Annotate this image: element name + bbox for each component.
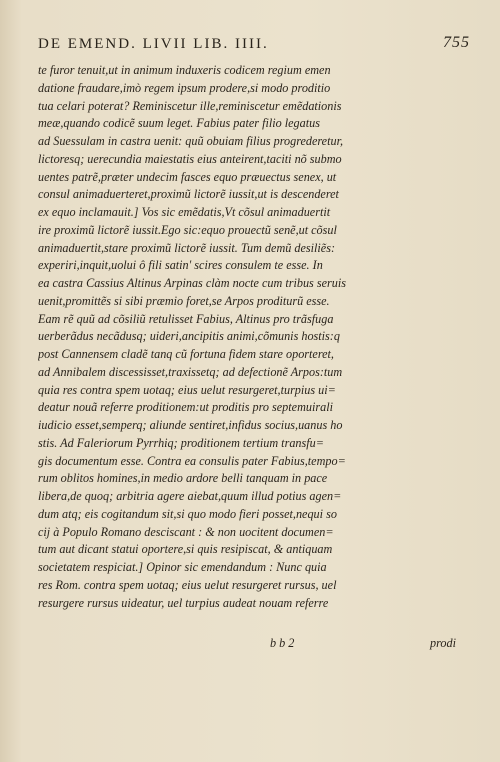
text-line: post Cannensem cladẽ tanq cũ fortuna fidem stare oporteret, (38, 347, 334, 361)
text-line: societatem respiciat.] Opinor sic emendandum : Nunc quia (38, 560, 327, 574)
text-line: resurgere rursus uideatur, uel turpius audeat nouam referre (38, 595, 329, 610)
text-line: Eam rẽ quũ ad cõsiliũ retulisset Fabius, Altinus pro trãsfuga (38, 311, 334, 326)
text-line: meæ,quando codicẽ suum leget. Fabius pater filio legatus (38, 116, 320, 131)
text-line: gis documentum esse. Contra ea consulis pater Fabius,tempo= (38, 453, 346, 468)
text-line: cij à Populo Romano desciscant : & non uocitent documen= (38, 524, 334, 539)
running-title: DE EMEND. LIVII LIB. IIII. (38, 36, 269, 52)
text-line: iudicio esset,semperq; aliunde sentiret,infidus socius,uanus ho (38, 418, 343, 432)
text-line: stis. Ad Faleriorum Pyrrhiq; proditionem tertium transfu= (38, 435, 324, 450)
text-line: libera,de quoq; arbitria agere aiebat,quum illud potius agen= (38, 489, 342, 503)
text-line: deatur nouã referre proditionem:ut proditis pro septemuirali (38, 400, 333, 415)
text-line: ad Suessulam in castra uenit: quũ obuiam filius progrederetur, (38, 134, 344, 148)
text-line: res Rom. contra spem uotaq; eius uelut resurgeret rursus, uel (38, 577, 337, 592)
text-line: animaduertit,stare proximũ lictorẽ iussit. Tum demũ desiliẽs: (38, 240, 335, 255)
text-line: lictoresq; uerecundia maiestatis eius anteirent,taciti nõ submo (38, 151, 342, 166)
text-line: ad Annibalem discessisset,traxissetq; ad defectionẽ Arpos:tum (38, 364, 343, 379)
signature-mark: b b 2 (270, 636, 295, 650)
text-line: dum atq; eis cogitandum sit,si quo modo fieri posset,nequi so (38, 506, 337, 521)
body-text (38, 62, 456, 612)
text-line: datione fraudare,imò regem ipsum prodere,si modo proditio (38, 80, 331, 95)
text-line: ea castra Cassius Altinus Arpinas clàm nocte cum tribus seruis (38, 276, 346, 290)
text-line: tua celari poterat? Reminiscetur ille,reminiscetur emẽdationis (38, 98, 342, 113)
text-line: uerberãdus necãdusq; uideri,ancipitis animi,cõmunis hostis:q (38, 329, 340, 344)
text-line: uenit,promittẽs si sibi præmio foret,se Arpos proditurũ esse. (38, 293, 330, 308)
text-line: rum oblitos homines,in medio ardore belli tanquam in pace (38, 471, 328, 486)
text-line: tum aut dicant statui oportere,si quis resipiscat, & antiquam (38, 542, 333, 557)
catchword: prodi (430, 636, 456, 650)
text-line: te furor tenuit,ut in animum induxeris codicem regium emen (38, 63, 331, 77)
text-line: experiri,inquit,uolui ô fili satin' scires consulem te esse. In (38, 258, 323, 273)
text-line: consul animaduerteret,proximũ lictorẽ iussit,ut is descenderet (38, 187, 339, 202)
text-line: ex equo inclamauit.] Vos sic emẽdatis,Vt cõsul animaduertit (38, 205, 331, 219)
page-number: 755 (443, 34, 470, 51)
text-line: quia res contra spem uotaq; eius uelut resurgeret,turpius ui= (38, 382, 336, 397)
text-line: ire proximũ lictorẽ iussit.Ego sic:equo prouectũ senẽ,ut cõsul (38, 222, 337, 237)
text-line: uentes patrẽ,præter undecim fasces equo præuectus senex, ut (38, 169, 337, 184)
